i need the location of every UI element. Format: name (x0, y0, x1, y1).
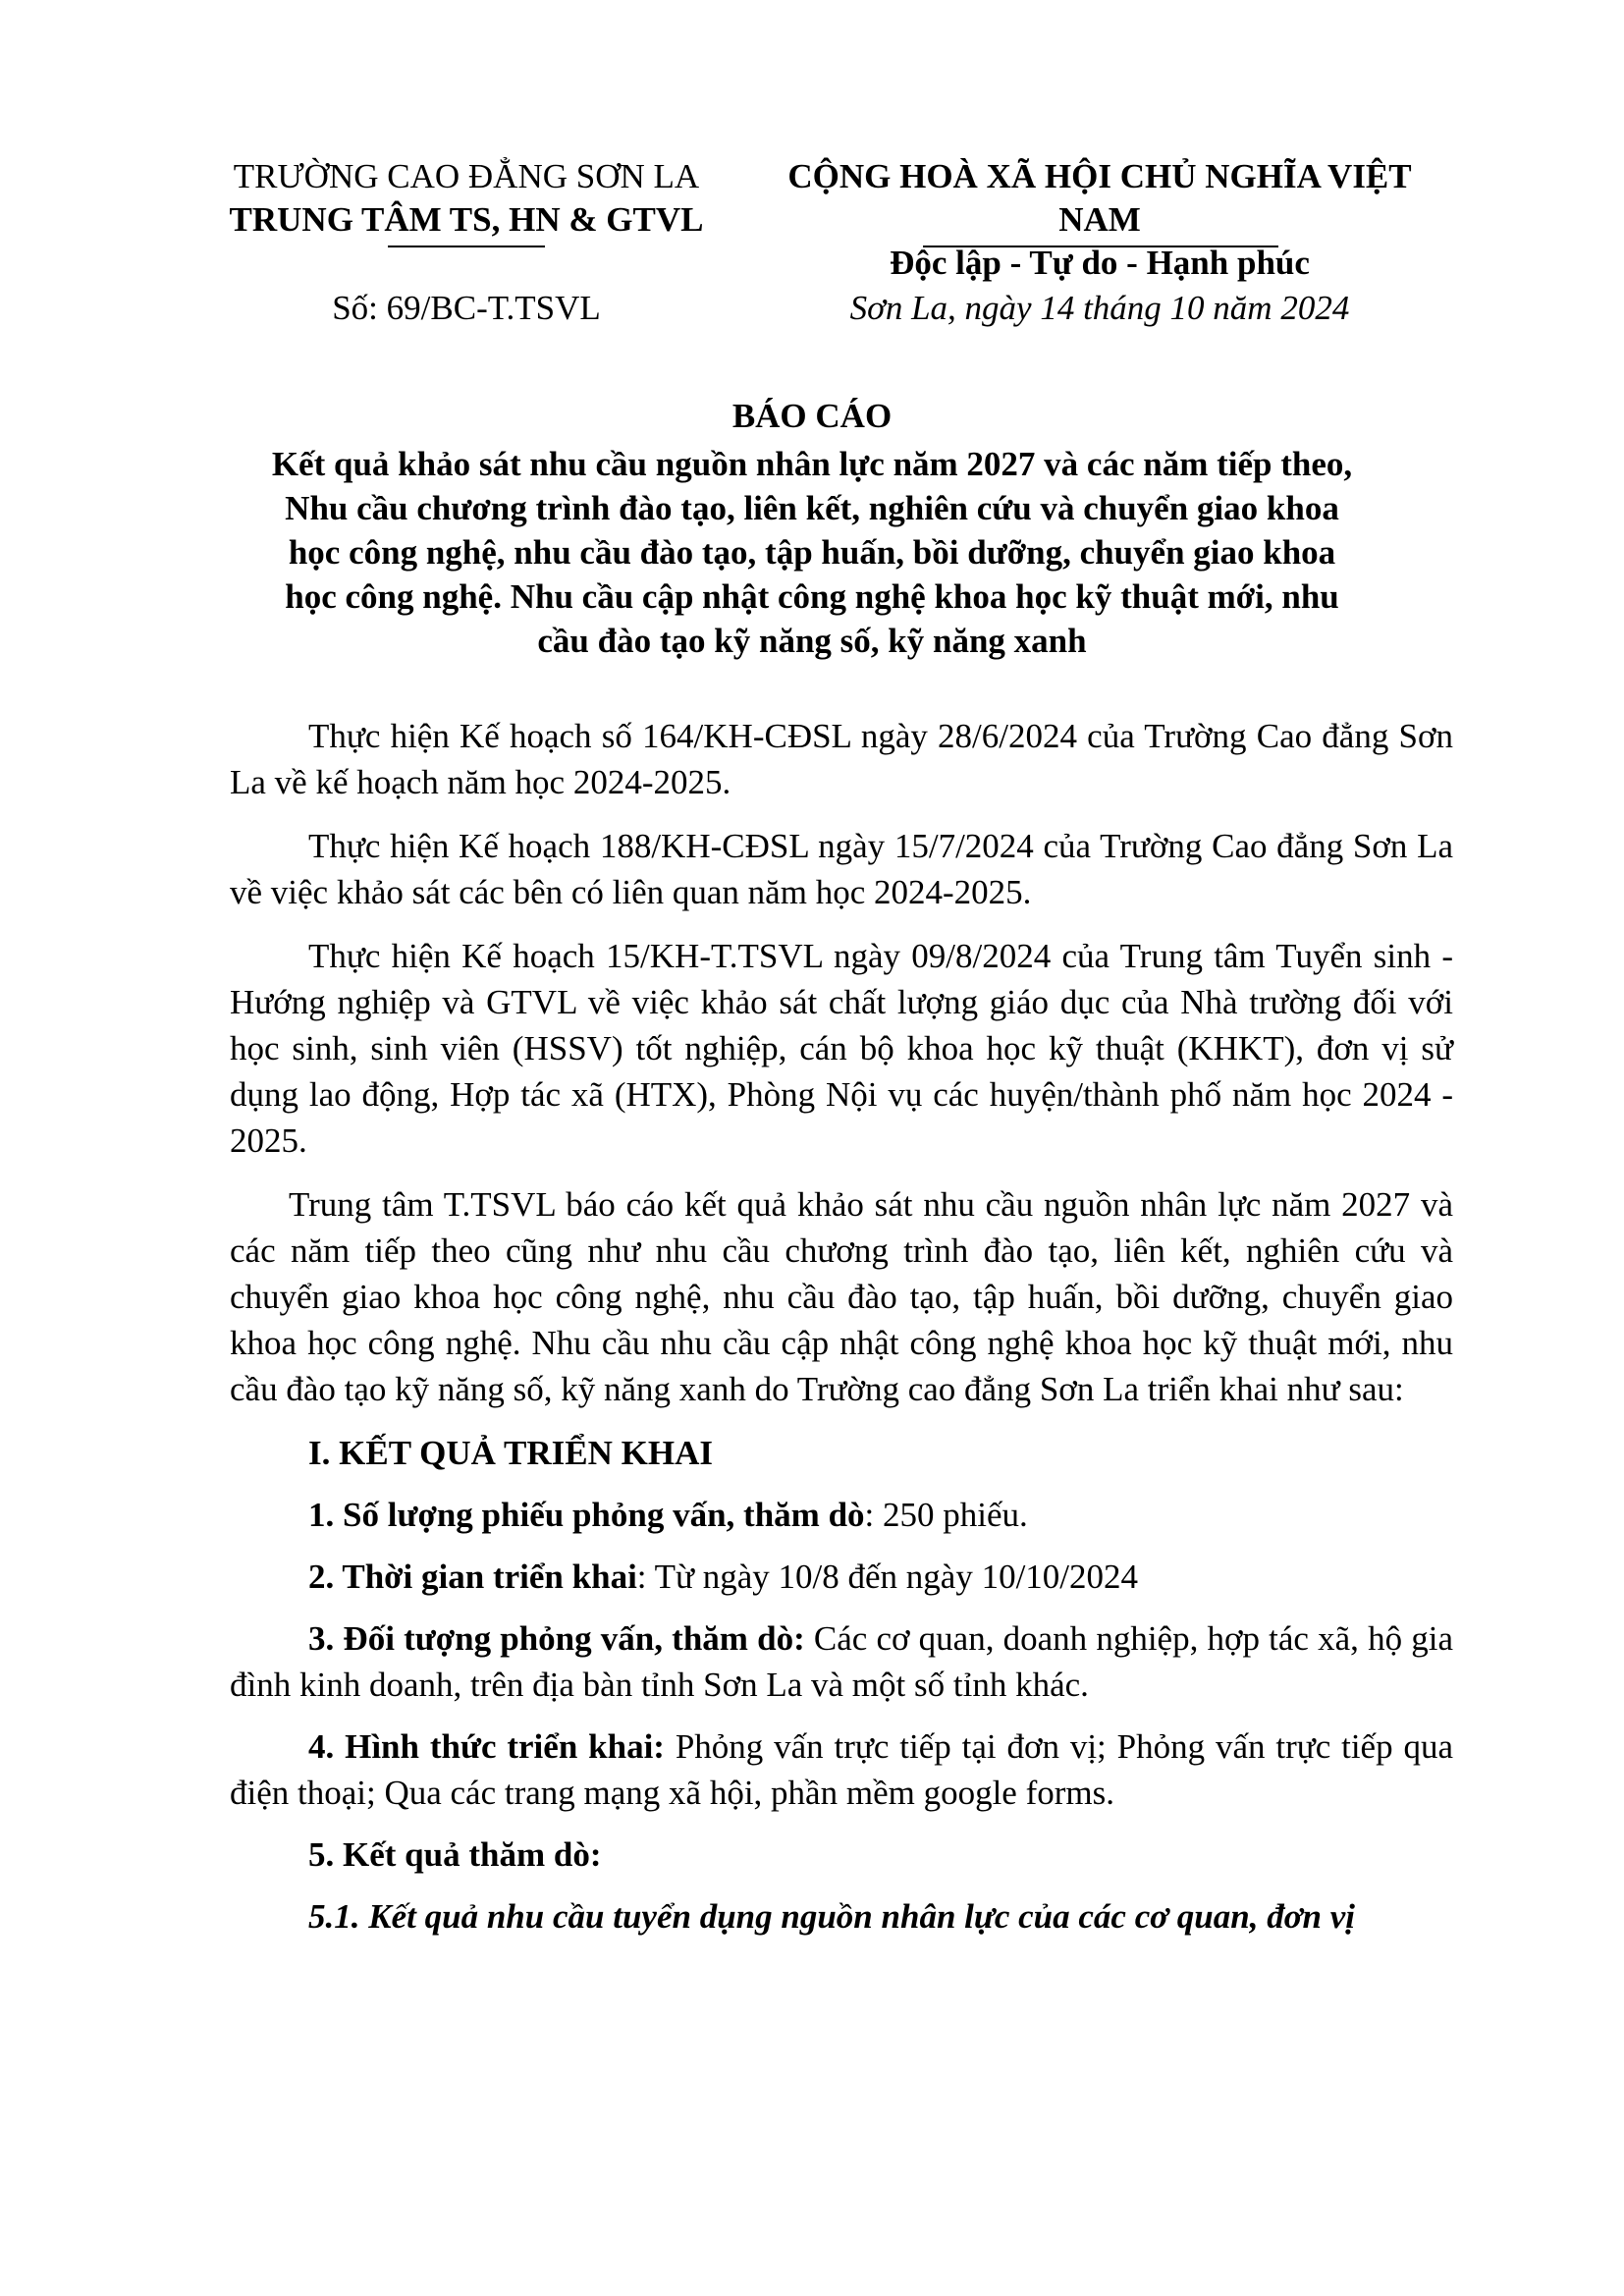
paragraph: Thực hiện Kế hoạch 15/KH-T.TSVL ngày 09/8/2024 của Trung tâm Tuyển sinh - Hướng nghiệp và GTVL về việc khảo sát chất lượng giáo dục của Nhà trường đối với học sinh, sinh viên (HSSV) tốt nghiệp, cán bộ khoa học kỹ thuật (KHKT), đơn vị sử dụng lao động, Hợp tác xã (HTX), Phòng Nội vụ các huyện/thành phố năm học 2024 - 2025. (230, 937, 1453, 1160)
list-item (230, 1492, 1453, 1538)
item-text: : 250 phiếu. (864, 1496, 1028, 1534)
list-item (230, 1554, 1453, 1600)
item-label: 4. Hình thức triển khai: (308, 1727, 665, 1766)
document-title: BÁO CÁO (731, 397, 893, 435)
paragraph: Thực hiện Kế hoạch 188/KH-CĐSL ngày 15/7/2024 của Trường Cao đẳng Sơn La về việc khảo sát các bên có liên quan năm học 2024-2025. (230, 827, 1453, 911)
place-date: Sơn La, ngày 14 tháng 10 năm 2024 (849, 289, 1350, 327)
country-name: CỘNG HOÀ XÃ HỘI CHỦ NGHĨA VIỆT NAM (787, 157, 1412, 239)
document-number: Số: 69/BC-T.TSVL (332, 289, 601, 327)
item-text: : Từ ngày 10/8 đến ngày 10/10/2024 (636, 1558, 1139, 1596)
motto: Độc lập - Tự do - Hạnh phúc (890, 244, 1310, 282)
section-heading-text: I. KẾT QUẢ TRIỂN KHAI (308, 1434, 714, 1472)
issuer-unit: TRUNG TÂM TS, HN & GTVL (229, 200, 704, 239)
item-label: 3. Đối tượng phỏng vấn, thăm dò: (308, 1619, 805, 1658)
document-body (230, 713, 1453, 1955)
issuer-block (206, 155, 727, 242)
subsection-heading (230, 1893, 1453, 1940)
section-heading (230, 1430, 1453, 1476)
document-subtitle: Kết quả khảo sát nhu cầu nguồn nhân lực năm 2027 và các năm tiếp theo, Nhu cầu chương trình đào tạo, liên kết, nghiên cứu và chuyển giao khoa học công nghệ, nhu cầu đào tạo, tập huấn, bồi dưỡng, chuyển giao khoa học công nghệ. Nhu cầu cập nhật công nghệ khoa học kỹ thuật mới, nhu cầu đào tạo kỹ năng số, kỹ năng xanh (271, 445, 1353, 660)
item-text: Phỏng vấn trực tiếp tại đơn vị; Phỏng vấn trực tiếp qua điện thoại; Qua các trang mạng xã hội, phần mềm google forms. (230, 1727, 1453, 1812)
list-item (230, 1615, 1453, 1708)
list-item (230, 1831, 1453, 1878)
item-label: 1. Số lượng phiếu phỏng vấn, thăm dò (308, 1496, 865, 1534)
paragraph: Trung tâm T.TSVL báo cáo kết quả khảo sát nhu cầu nguồn nhân lực năm 2027 và các năm tiếp theo cũng như nhu cầu chương trình đào tạo, liên kết, nghiên cứu và chuyển giao khoa học công nghệ, nhu cầu đào tạo, tập huấn, bồi dưỡng, chuyển giao khoa học công nghệ. Nhu cầu nhu cầu cập nhật công nghệ khoa học kỹ thuật mới, nhu cầu đào tạo kỹ năng số, kỹ năng xanh do Trường cao đẳng Sơn La triển khai như sau: (230, 1185, 1453, 1408)
list-item (230, 1723, 1453, 1816)
item-label: 5. Kết quả thăm dò: (308, 1835, 602, 1874)
item-label: 2. Thời gian triển khai (308, 1558, 637, 1596)
motto-underline (923, 246, 1278, 247)
issuer-underline (388, 246, 545, 247)
subsection-heading-text: 5.1. Kết quả nhu cầu tuyển dụng nguồn nhân lực của các cơ quan, đơn vị (308, 1897, 1355, 1936)
issuer-parent: TRƯỜNG CAO ĐẲNG SƠN LA (233, 157, 700, 195)
item-text: Các cơ quan, doanh nghiệp, hợp tác xã, hộ gia đình kinh doanh, trên địa bàn tỉnh Sơn La và một số tỉnh khác. (230, 1619, 1453, 1704)
paragraph: Thực hiện Kế hoạch số 164/KH-CĐSL ngày 28/6/2024 của Trường Cao đẳng Sơn La về kế hoạch năm học 2024-2025. (230, 717, 1453, 801)
national-motto-block (746, 155, 1453, 285)
